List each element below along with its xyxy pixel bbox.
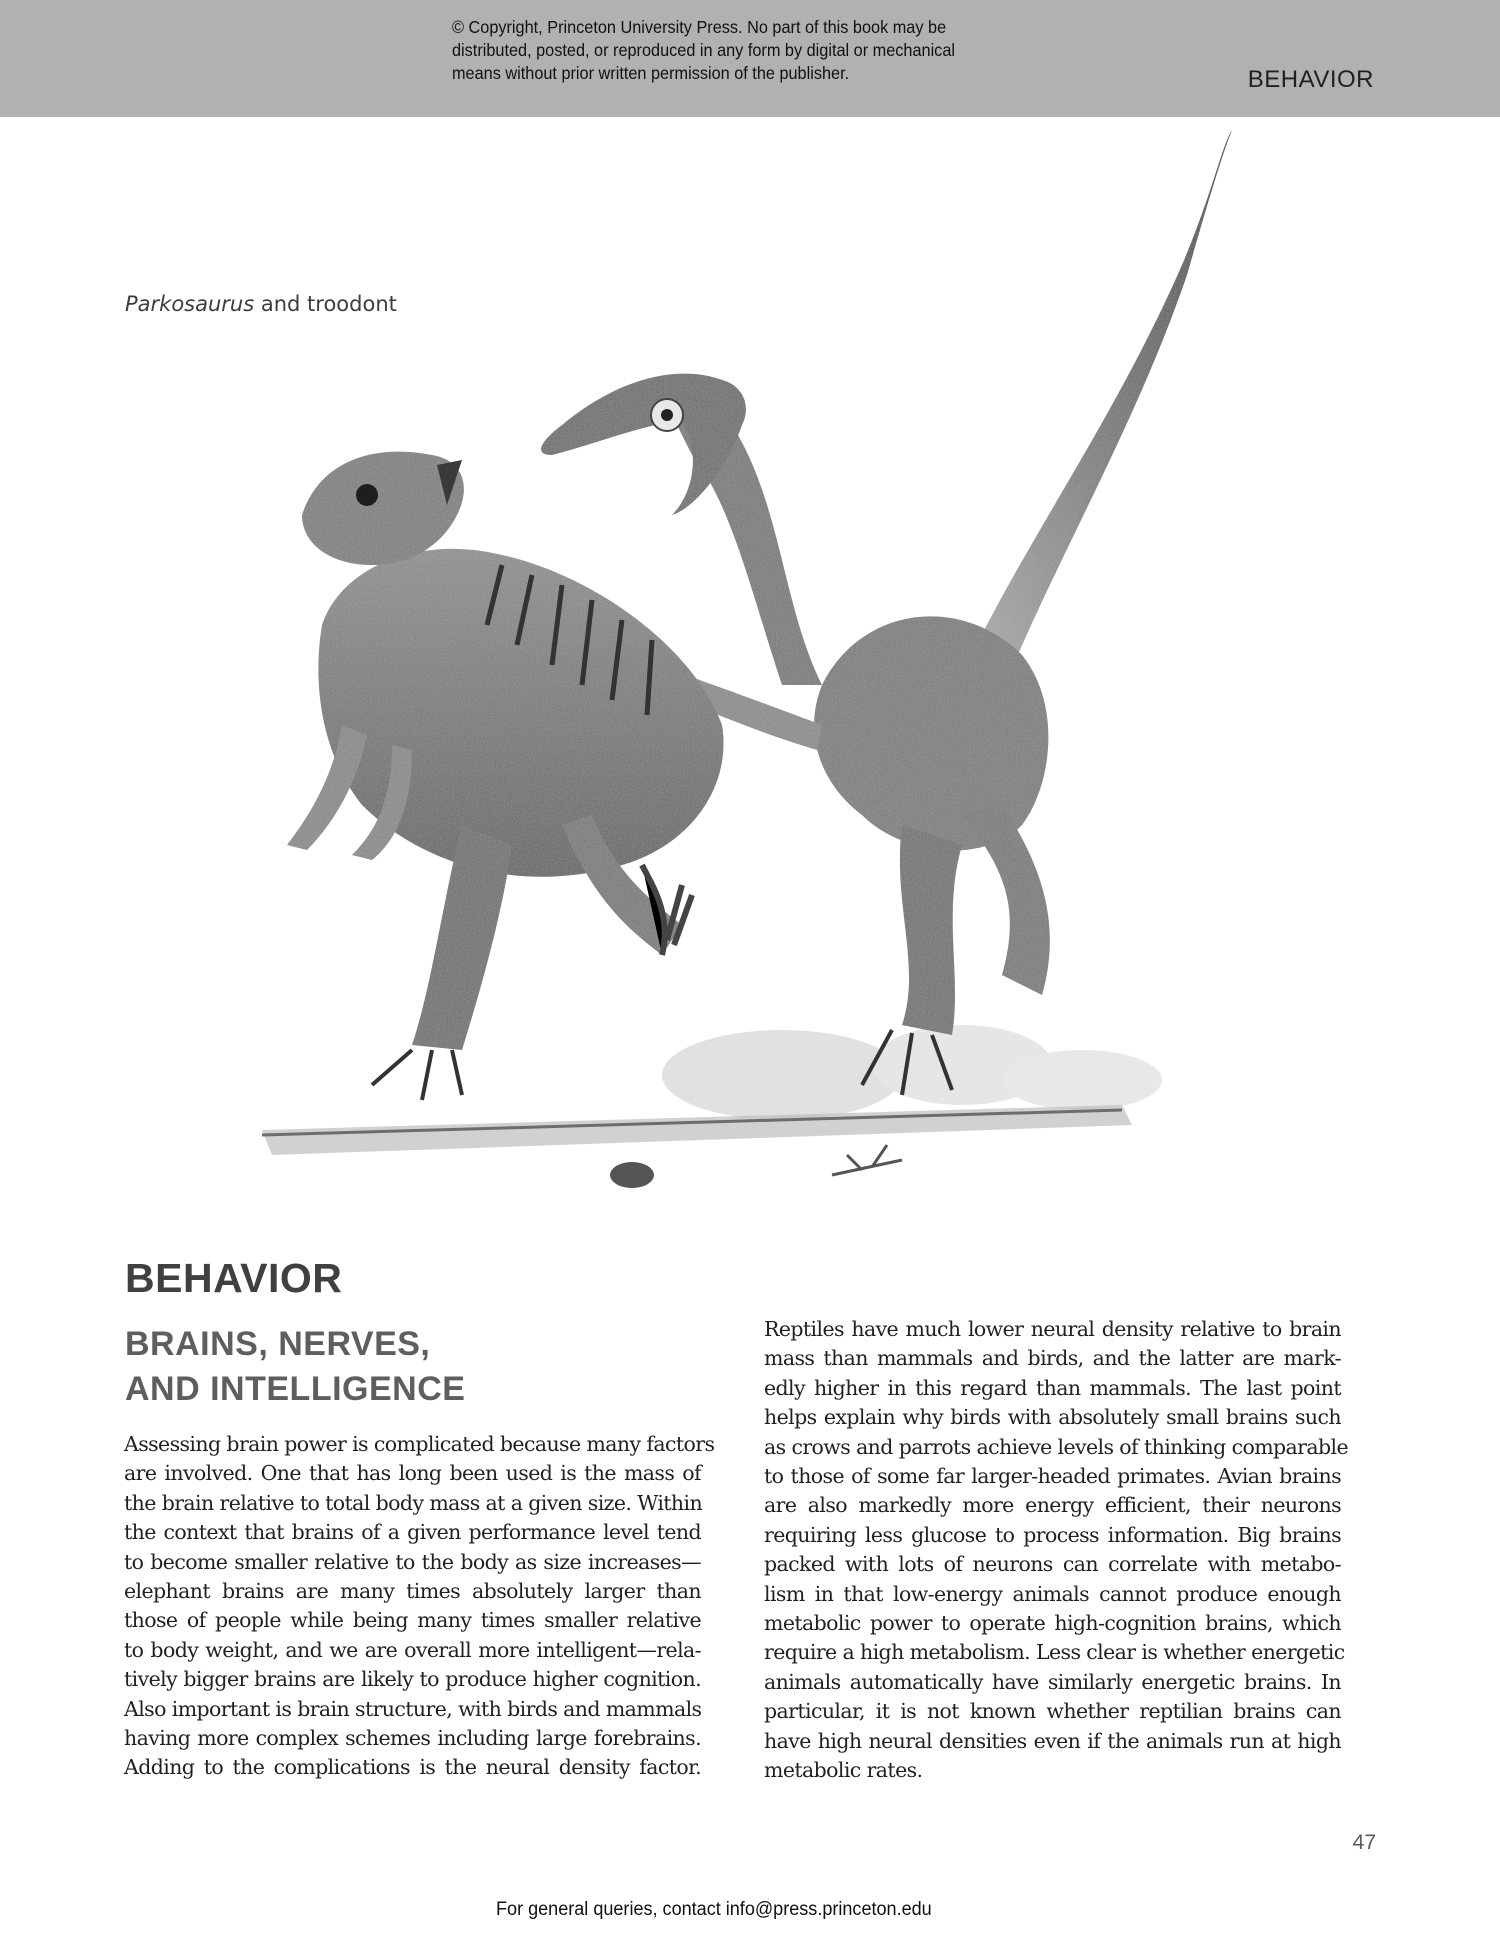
running-head: BEHAVIOR [1247, 66, 1374, 93]
text-line: as crows and parrots achieve levels of thinking comparable [764, 1434, 1349, 1459]
illustration-drawing [262, 125, 1262, 1215]
text-line: tively bigger brains are likely to produce higher cognition. [124, 1667, 701, 1692]
subtitle-line: AND INTELLIGENCE [125, 1370, 466, 1408]
dinosaur-illustration [262, 125, 1262, 1215]
text-line: to become smaller relative to the body as size increases— [124, 1549, 701, 1574]
section-subtitle [125, 1322, 645, 1412]
section-title: BEHAVIOR [125, 1255, 343, 1301]
text-line: to body weight, and we are overall more intelligent—rela- [124, 1637, 701, 1662]
copyright-banner [0, 0, 1500, 117]
text-line: helps explain why birds with absolutely small brains such [764, 1405, 1341, 1430]
text-line: Reptiles have much lower neural density relative to brain [764, 1317, 1341, 1341]
text-line: particular, it is not known whether reptilian brains can [764, 1699, 1341, 1724]
footer-contact: For general queries, contact info@press.princeton.edu [496, 1899, 932, 1920]
text-line: the context that brains of a given performance level tend [124, 1520, 701, 1545]
text-line: have high neural densities even if the animals run at high [764, 1728, 1341, 1753]
text-line: edly higher in this regard than mammals. The last point [764, 1375, 1341, 1400]
copyright-line: © Copyright, Princeton University Press. No part of this book may be [452, 17, 947, 37]
text-line: requiring less glucose to process information. Big brains [764, 1522, 1341, 1547]
text-line: are involved. One that has long been used is the mass of [124, 1461, 701, 1486]
text-line: metabolic rates. [764, 1758, 923, 1783]
text-line: those of people while being many times smaller relative [124, 1608, 701, 1633]
caption-species-name: Parkosaurus [125, 292, 255, 316]
caption-text: and troodont [254, 292, 397, 316]
subtitle-line: BRAINS, NERVES, [125, 1325, 431, 1363]
text-line: to those of some far larger-headed primates. Avian brains [764, 1464, 1341, 1489]
text-line: Adding to the complications is the neural density factor. [124, 1755, 701, 1780]
text-line: the brain relative to total body mass at a given size. Within [124, 1490, 703, 1515]
text-line: lism in that low-energy animals cannot produce enough [764, 1581, 1341, 1606]
text-line: Also important is brain structure, with birds and mammals [124, 1696, 702, 1721]
body-column-left [124, 1430, 715, 1783]
text-line: mass than mammals and birds, and the latter are mark- [764, 1346, 1341, 1371]
copyright-line: distributed, posted, or reproduced in any form by digital or mechanical [452, 40, 955, 60]
copyright-notice [452, 16, 1029, 85]
text-line: require a high metabolism. Less clear is whether energetic [764, 1640, 1345, 1665]
text-line: elephant brains are many times absolutely larger than [124, 1579, 701, 1604]
text-line: animals automatically have similarly energetic brains. In [764, 1669, 1341, 1694]
copyright-line: means without prior written permission of the publisher. [452, 63, 850, 83]
text-line: are also markedly more energy efficient, their neurons [764, 1493, 1341, 1518]
body-column-right [764, 1315, 1349, 1786]
text-line: Assessing brain power is complicated because many factors [124, 1432, 715, 1456]
text-line: metabolic power to operate high-cognition brains, which [764, 1611, 1341, 1636]
text-line: packed with lots of neurons can correlate with metabo- [764, 1552, 1341, 1577]
text-line: having more complex schemes including large forebrains. [124, 1726, 701, 1751]
page-number: 47 [1352, 1831, 1376, 1854]
